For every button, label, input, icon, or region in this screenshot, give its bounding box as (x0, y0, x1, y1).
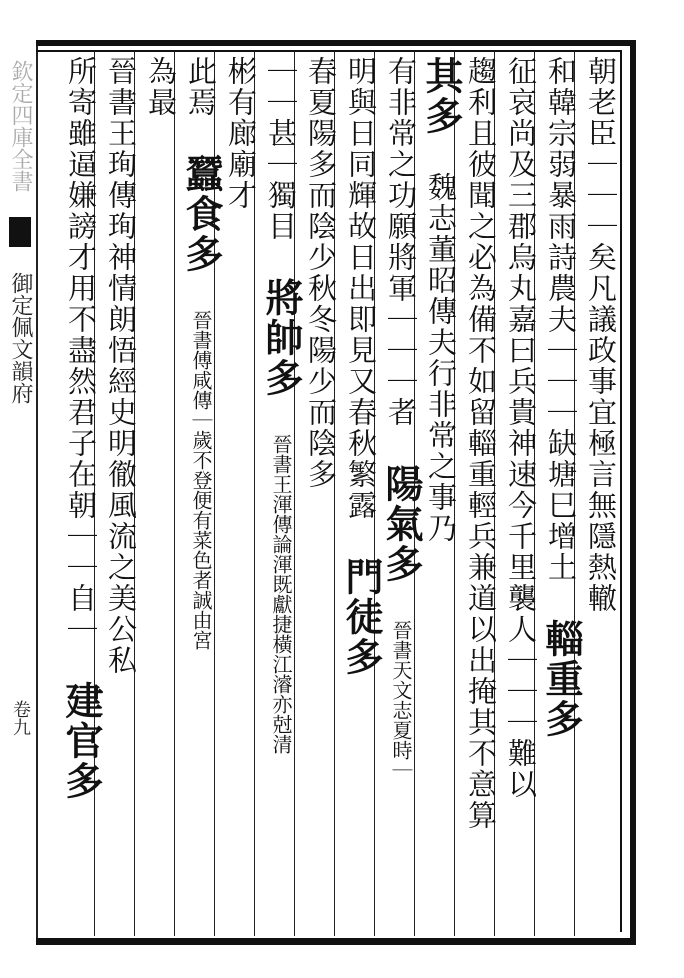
side-margin (4, 60, 36, 940)
column-text: 為最 (144, 56, 178, 118)
margin-faded-title: 欽定四庫全書 (8, 60, 33, 192)
frame-top-border (36, 40, 636, 46)
fishtail-mark-icon (9, 217, 31, 247)
frame-bottom-border (36, 938, 636, 945)
headword: 門徒多 (339, 557, 384, 677)
column-text: ｜｜甚｜獨目 (264, 56, 298, 242)
text-column-16 (38, 56, 40, 936)
column-text: 明與日同輝故日出即見又春秋繁露 (344, 56, 378, 521)
column-note: 晉書天文志夏時｜ (389, 620, 413, 780)
headword: 將帥多 (259, 278, 304, 398)
text-column-14 (56, 56, 106, 936)
margin-book-title: 御定佩文韻府 (8, 272, 33, 404)
column-text: 朝老臣｜｜｜矣凡議政事宜極言無隱熱轍 (584, 56, 618, 614)
headword: 其多 (419, 56, 464, 136)
text-column-15 (40, 56, 56, 936)
headword: 輜重多 (539, 619, 584, 739)
column-text: 春夏陽多而陰少秋冬陽少而陰多 (304, 56, 338, 490)
column-note: 晉書王渾傳論渾既獻捷橫江濬亦尅清 (269, 434, 293, 754)
headword: 建官多 (59, 681, 104, 801)
folio-number: 卷九 (10, 700, 31, 736)
column-text: 魏志董昭傳夫行非常之事乃 (424, 172, 458, 544)
column-text: 所寄雖逼嫌謗才用不盡然君子在朝｜｜自｜ (64, 56, 98, 645)
column-text: 晉書王珣傳珣神情朗悟經史明徹風流之美公私 (104, 56, 138, 676)
headword: 蠶食多 (179, 154, 224, 274)
frame-right-border (630, 40, 636, 945)
column-text: 趨利且彼聞之必為備不如留輜重輕兵兼道以出掩其不意算 (464, 56, 498, 831)
column-text: 征哀尚及三郡烏丸嘉曰兵貴神速今千里襲人｜｜｜難以 (504, 56, 538, 800)
headword: 陽氣多 (379, 464, 424, 584)
column-note: 晉書傅咸傳｜歲不登便有菜色者誠由宮 (189, 310, 213, 650)
column-text: 和韓宗弱暴雨詩農夫｜｜｜缺塘巳增土 (544, 56, 578, 583)
column-text: 此焉 (184, 56, 218, 118)
column-text: 有非常之功願將軍｜｜｜者 (384, 56, 418, 428)
column-text: 彬有廊廟才 (224, 56, 258, 211)
